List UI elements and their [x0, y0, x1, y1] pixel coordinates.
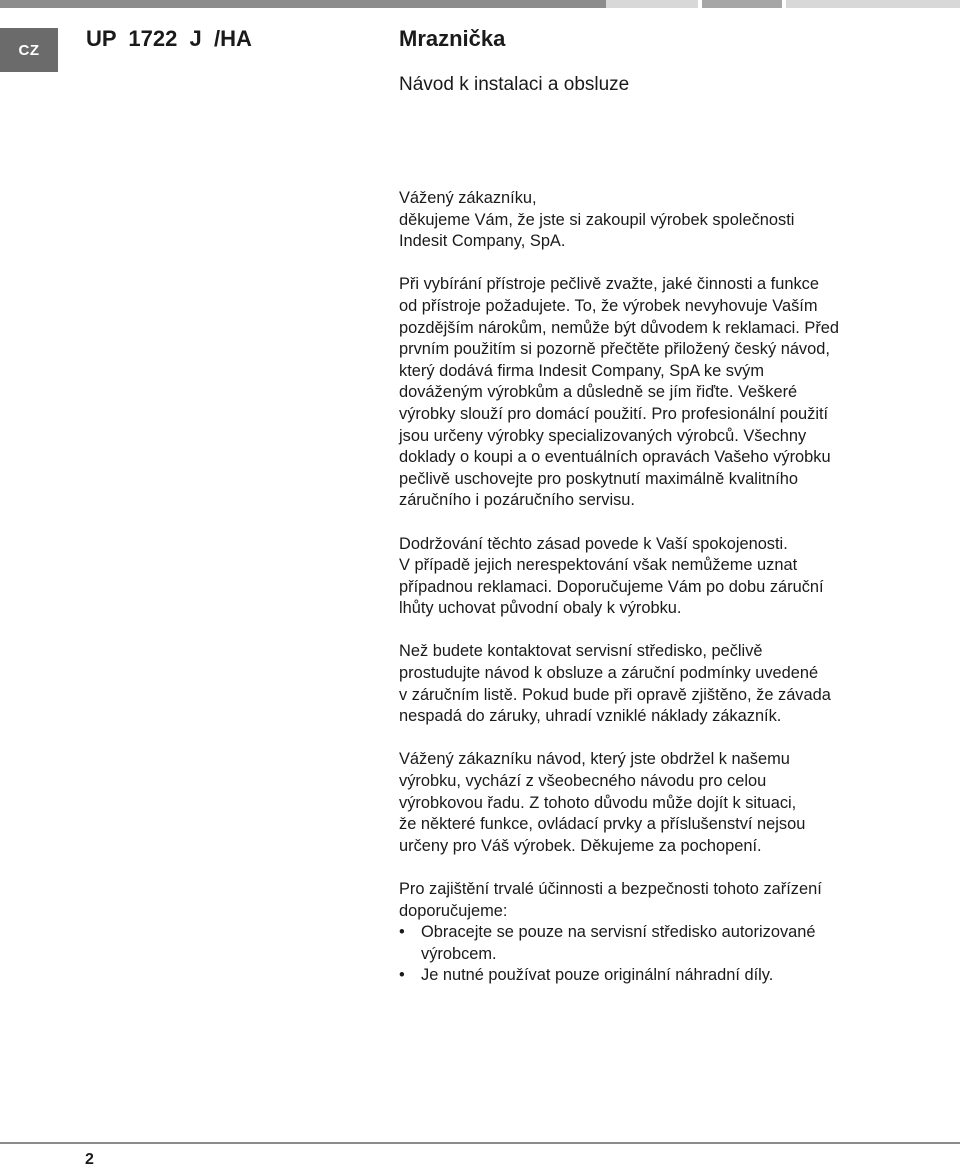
text-line: záručního i pozáručního servisu.	[399, 491, 635, 510]
text-line: prostudujte návod k obsluze a záruční podmínky uvedené	[399, 664, 819, 683]
text-line: Při vybírání přístroje pečlivě zvažte, jaké činnosti a funkce	[399, 275, 819, 294]
bullet-icon: •	[399, 966, 405, 985]
page-number: 2	[85, 1151, 94, 1168]
text-line: Indesit Company, SpA.	[399, 232, 566, 251]
text-line: Dodržování těchto zásad povede k Vaší spokojenosti.	[399, 534, 788, 553]
text-line: nespadá do záruky, uhradí vzniklé náklady zákazník.	[399, 707, 782, 726]
text-line: pozdějším nárokům, nemůže být důvodem k reklamaci. Před	[399, 318, 840, 337]
text-line: V případě jejich nerespektování však nemůžeme uznat	[399, 556, 798, 575]
selection-paragraph	[399, 274, 919, 512]
bullet-icon: •	[399, 923, 405, 942]
top-bar-segment	[786, 0, 960, 8]
text-line: Vážený zákazníku návod, který jste obdržel k našemu	[399, 750, 790, 769]
text-line: od přístroje požadujete. To, že výrobek nevyhovuje Vaším	[399, 296, 818, 315]
text-line: doklady o koupi a o eventuálních opravách Vašeho výrobku	[399, 448, 831, 467]
compliance-paragraph	[399, 534, 919, 620]
model-number: UP 1722 J /HA	[86, 26, 252, 51]
text-line: případnou reklamaci. Doporučujeme Vám po dobu záruční	[399, 577, 824, 596]
text-line: Pro zajištění trvalé účinnosti a bezpečnosti tohoto zařízení	[399, 880, 822, 898]
recommendation-list	[399, 922, 919, 987]
text-line: doporučujeme:	[399, 901, 508, 920]
footer-divider	[0, 1142, 960, 1144]
text-line: výrobky slouží pro domácí použití. Pro profesionální použití	[399, 404, 829, 423]
text-line: děkujeme Vám, že jste si zakoupil výrobek společnosti	[399, 210, 795, 229]
list-item	[399, 922, 919, 965]
recommendation-paragraph	[399, 879, 919, 922]
top-bar-segment	[702, 0, 782, 8]
top-bar-segment	[0, 0, 606, 8]
service-paragraph	[399, 641, 919, 727]
text-line: že některé funkce, ovládací prvky a příslušenství nejsou	[399, 815, 806, 834]
list-item	[399, 965, 919, 987]
text-line: prvním použitím si pozorně přečtěte přiložený český návod,	[399, 340, 830, 359]
text-line: který dodává firma Indesit Company, SpA ke svým	[399, 361, 764, 380]
text-line: v záručním listě. Pokud bude při opravě zjištěno, že závada	[399, 685, 831, 704]
text-line: jsou určeny výrobky specializovaných výrobců. Všechny	[399, 426, 807, 445]
text-line: výrobkovou řadu. Z tohoto důvodu může dojít k situaci,	[399, 793, 797, 812]
text-line: Je nutné používat pouze originální náhradní díly.	[421, 966, 774, 985]
text-line: výrobcem.	[421, 944, 497, 963]
text-line: Obracejte se pouze na servisní středisko autorizované	[421, 923, 816, 942]
document-subtitle: Návod k instalaci a obsluze	[399, 74, 630, 95]
text-line: určeny pro Váš výrobek. Děkujeme za pochopení.	[399, 836, 762, 855]
letter-body	[399, 188, 919, 987]
manual-scope-paragraph	[399, 749, 919, 857]
text-line: pečlivě uschovejte pro poskytnutí maximálně kvalitního	[399, 469, 799, 488]
text-line: Vážený zákazníku,	[399, 189, 537, 207]
text-line: lhůty uchovat původní obaly k výrobku.	[399, 599, 682, 618]
text-line: dováženým výrobkům a důsledně se jím řiďte. Veškeré	[399, 383, 798, 402]
greeting-paragraph	[399, 188, 919, 253]
product-title: Mraznička	[399, 26, 506, 51]
text-line: výrobku, vychází z všeobecného návodu pro celou	[399, 772, 767, 791]
top-decorative-bar	[0, 0, 960, 8]
top-bar-segment	[606, 0, 698, 8]
language-badge: CZ	[0, 28, 58, 72]
text-line: Než budete kontaktovat servisní středisko, pečlivě	[399, 642, 763, 661]
